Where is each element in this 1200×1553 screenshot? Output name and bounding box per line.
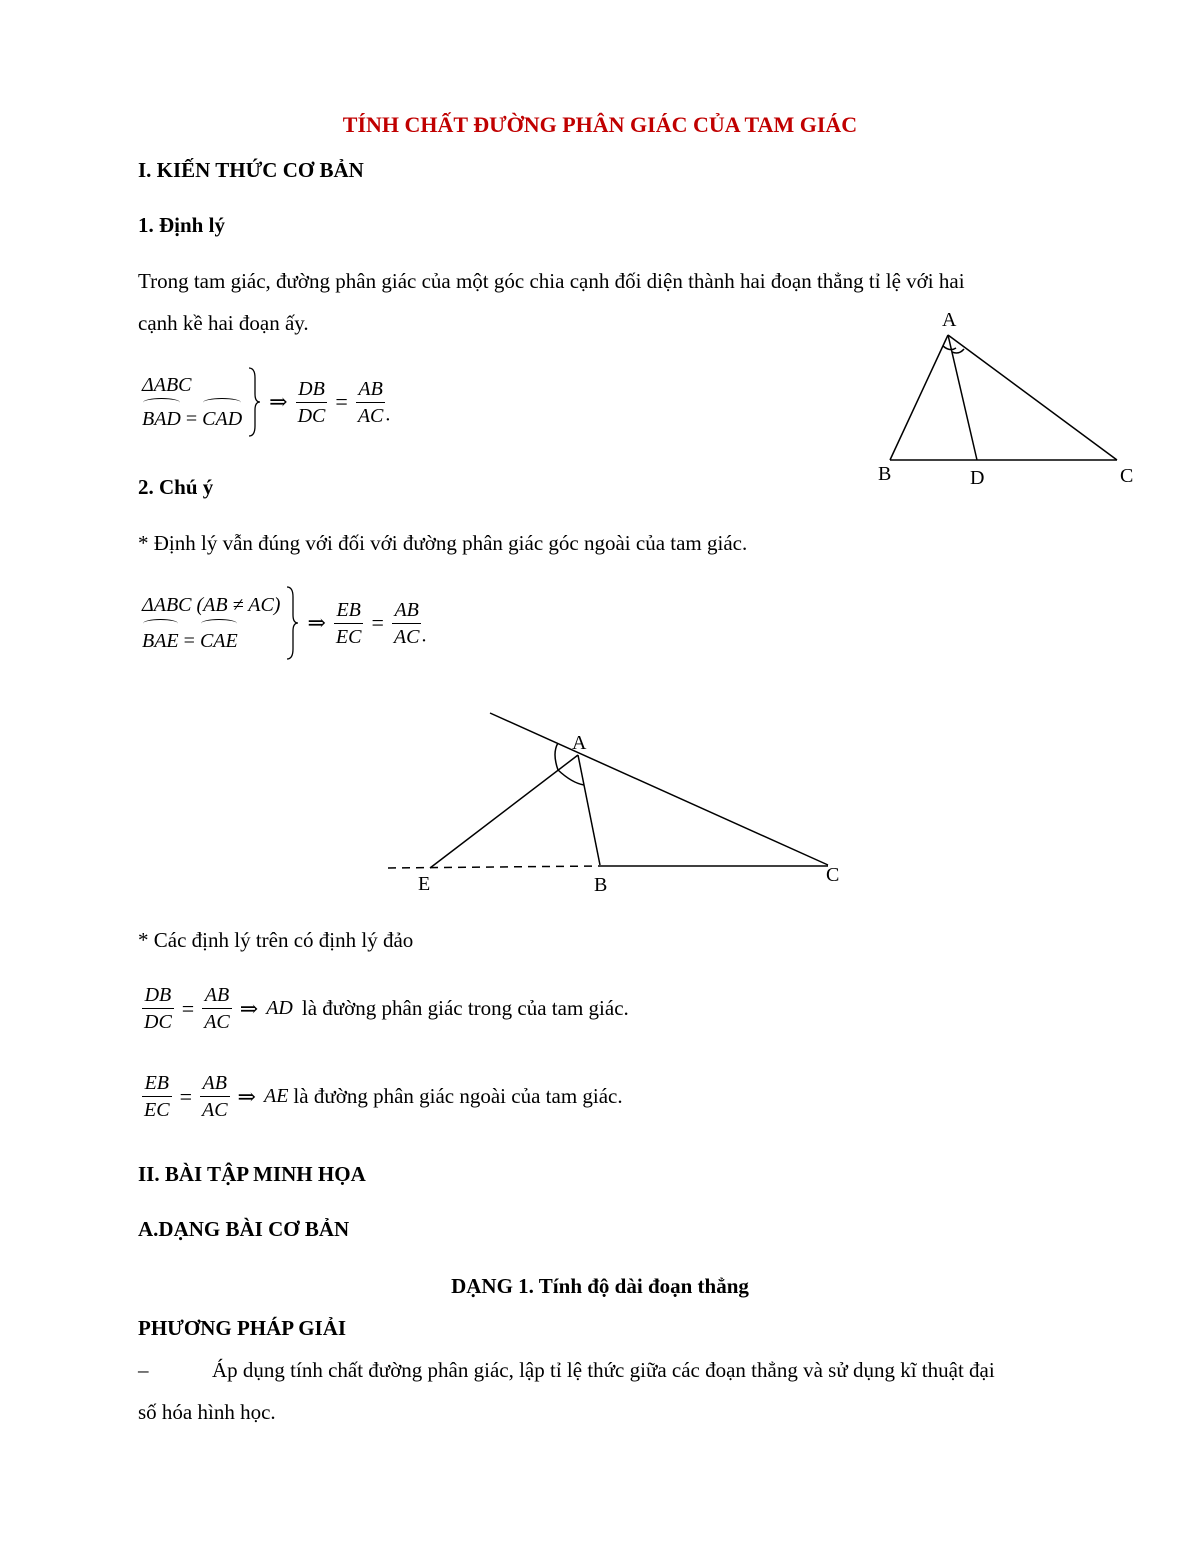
fraction-db-dc: $\frac{DB}{DC}$ xyxy=(297,377,326,427)
converse-internal: $\frac{DB}{DC}$ = $\frac{AB}{AC}$ ⇒ AD là đường phân giác trong của tam giác. xyxy=(144,984,629,1033)
angle-cad: CAD xyxy=(202,402,242,436)
angle-arc-ext-2 xyxy=(558,770,584,785)
method-heading: PHƯƠNG PHÁP GIẢI xyxy=(138,1316,347,1340)
fraction-eb-ec: $\frac{EB}{EC}$ xyxy=(335,598,362,648)
figure-internal-bisector xyxy=(870,300,1150,500)
fraction-ab-ac: $\frac{AB}{AC}$ xyxy=(201,1072,228,1121)
fraction-db-dc: $\frac{DB}{DC}$ xyxy=(144,984,172,1033)
fraction-ab-ac: $\frac{AB}{AC}$ xyxy=(204,984,230,1033)
line-through-a-c xyxy=(490,713,828,865)
theorem-text-line1: Trong tam giác, đường phân giác của một góc chia cạnh đối diện thành hai đoạn thẳng tỉ lệ với hai xyxy=(138,269,965,293)
method-line2: số hóa hình học. xyxy=(138,1400,276,1424)
angle-bae: BAE xyxy=(142,623,179,659)
right-brace-icon xyxy=(247,366,261,438)
fraction-ab-ac: $\frac{AB}{AC}$ xyxy=(357,377,384,427)
formula1-condition-angles: BAD = CAD xyxy=(142,402,242,436)
label-c: C xyxy=(826,864,840,886)
segment-ae xyxy=(430,755,578,868)
label-b: B xyxy=(878,463,892,485)
right-brace-icon xyxy=(285,585,299,661)
label-d: D xyxy=(970,467,985,489)
segment-ab xyxy=(890,335,948,460)
section-heading-basics: I. KIẾN THỨC CƠ BẢN xyxy=(138,158,364,182)
formula2-condition-triangle: ΔABC (AB ≠ AC) xyxy=(142,594,281,616)
dang1-heading: DẠNG 1. Tính độ dài đoạn thẳng xyxy=(451,1274,749,1298)
label-b: B xyxy=(594,874,608,896)
formula-bisector-theorem: ΔABC BAD = CAD ⇒ $\frac{DB}{DC}$ = $\frac{AB}{AC}$ . xyxy=(142,366,390,438)
converse-text: * Các định lý trên có định lý đảo xyxy=(138,928,414,952)
basic-type-heading: A.DẠNG BÀI CƠ BẢN xyxy=(138,1217,350,1241)
section-heading-exercises: II. BÀI TẬP MINH HỌA xyxy=(138,1162,366,1186)
method-bullet-dash: – xyxy=(138,1358,149,1382)
formula2-condition-angles: BAE = CAE xyxy=(142,623,280,659)
angle-arc-ext-1 xyxy=(555,743,558,770)
theorem-text-line2: cạnh kề hai đoạn ấy. xyxy=(138,311,309,335)
label-a: A xyxy=(942,309,957,331)
formula1-condition-triangle: ΔABC xyxy=(142,374,192,396)
formula-external-bisector: ΔABC (AB ≠ AC) BAE = CAE ⇒ $\frac{EB}{EC}$ = $\frac{AB}{AC}$ . xyxy=(142,585,426,661)
label-e: E xyxy=(418,873,431,895)
label-a: A xyxy=(572,732,587,754)
figure-external-bisector xyxy=(380,705,860,905)
fraction-ab-ac: $\frac{AB}{AC}$ xyxy=(393,598,420,648)
angle-cae: CAE xyxy=(200,623,238,659)
label-c: C xyxy=(1120,465,1134,487)
segment-ab xyxy=(578,755,600,865)
angle-bad: BAD xyxy=(142,402,181,436)
theorem-heading: 1. Định lý xyxy=(138,213,225,237)
page-title: TÍNH CHẤT ĐƯỜNG PHÂN GIÁC CỦA TAM GIÁC xyxy=(342,112,858,137)
note-text: * Định lý vẫn đúng với đối với đường phân giác góc ngoài của tam giác. xyxy=(138,531,748,555)
extension-eb xyxy=(388,866,600,868)
note-heading: 2. Chú ý xyxy=(138,475,214,499)
converse-external: $\frac{EB}{EC}$ = $\frac{AB}{AC}$ ⇒ AE là đường phân giác ngoài của tam giác. xyxy=(144,1072,623,1121)
angle-arc-bad xyxy=(943,346,956,350)
method-line1: Áp dụng tính chất đường phân giác, lập tỉ lệ thức giữa các đoạn thẳng và sử dụng kĩ thuật đại xyxy=(212,1358,995,1382)
fraction-eb-ec: $\frac{EB}{EC}$ xyxy=(144,1072,170,1121)
